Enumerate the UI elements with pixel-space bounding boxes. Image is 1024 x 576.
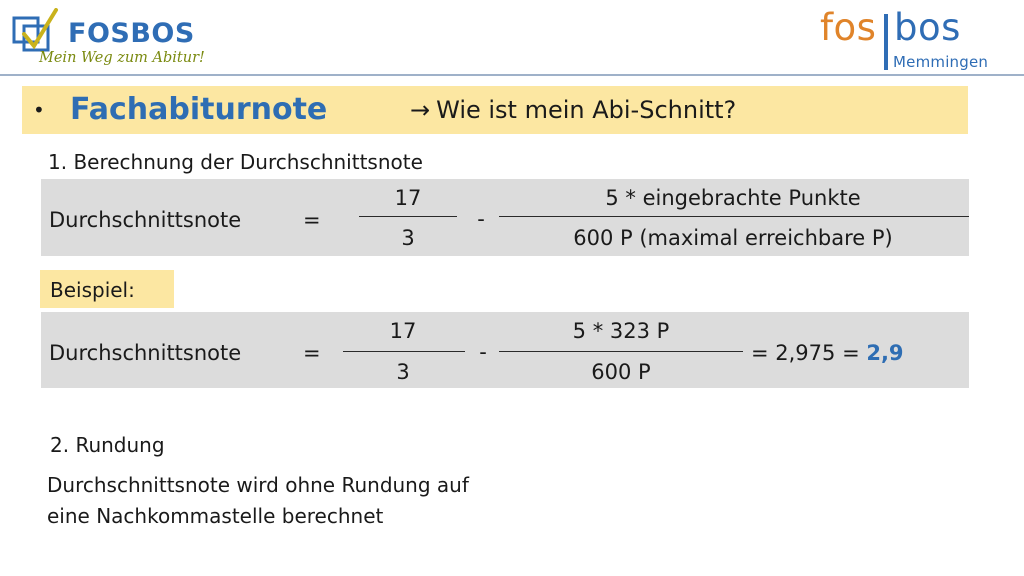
example-formula-box: [41, 312, 969, 388]
header-divider: [0, 74, 1024, 76]
logo-part-fos: fos: [820, 6, 877, 49]
example-numerator-right: 5 * 323 P: [572, 319, 670, 343]
formula-label: Durchschnittsnote: [49, 208, 242, 232]
rounding-rule-line-2: eine Nachkommastelle berechnet: [47, 504, 384, 528]
fraction-line-left: [359, 216, 457, 217]
example-fraction-line-left: [343, 351, 465, 352]
brand-slogan: Mein Weg zum Abitur!: [39, 50, 205, 66]
example-denominator-right: 600 P: [591, 360, 651, 384]
example-fraction-line-right: [499, 351, 743, 352]
example-minus: -: [479, 340, 487, 364]
logo-divider: [884, 14, 888, 70]
formula-equals: =: [303, 208, 321, 232]
formula-box: [41, 179, 969, 256]
checkmark-squares-icon: [12, 8, 60, 56]
rounding-rule-line-1: Durchschnittsnote wird ohne Rundung auf: [47, 473, 469, 497]
logo-part-bos: bos: [894, 6, 961, 49]
example-result-prefix: = 2,975 =: [751, 341, 867, 365]
fosbos-logo: [12, 6, 212, 76]
section-heading-rounding: 2. Rundung: [50, 433, 165, 457]
brand-name: FOSBOS: [68, 18, 195, 49]
example-result: [751, 341, 904, 365]
example-label-text: Durchschnittsnote: [49, 341, 242, 365]
example-result-final: 2,9: [866, 341, 904, 365]
fosbos-memmingen-logo: [818, 8, 1008, 78]
formula-denominator-left: 3: [401, 226, 415, 250]
formula-numerator-left: 17: [394, 186, 422, 210]
formula-minus: -: [477, 207, 485, 231]
logo-city: Memmingen: [893, 53, 989, 71]
arrow-right-icon: →: [410, 96, 431, 124]
page-subtitle: [410, 96, 736, 124]
example-label: Beispiel:: [50, 278, 135, 302]
example-equals: =: [303, 341, 321, 365]
rounding-rule-text: [47, 470, 469, 532]
page-title: Fachabiturnote: [70, 92, 328, 127]
section-heading-calculation: 1. Berechnung der Durchschnittsnote: [48, 150, 423, 174]
fraction-line-right: [499, 216, 969, 217]
subtitle-text: Wie ist mein Abi-Schnitt?: [436, 96, 737, 124]
example-denominator-left: 3: [396, 360, 410, 384]
title-bullet: •: [33, 98, 45, 122]
formula-numerator-right: 5 * eingebrachte Punkte: [605, 186, 861, 210]
formula-denominator-right: 600 P (maximal erreichbare P): [573, 226, 893, 250]
example-numerator-left: 17: [389, 319, 417, 343]
